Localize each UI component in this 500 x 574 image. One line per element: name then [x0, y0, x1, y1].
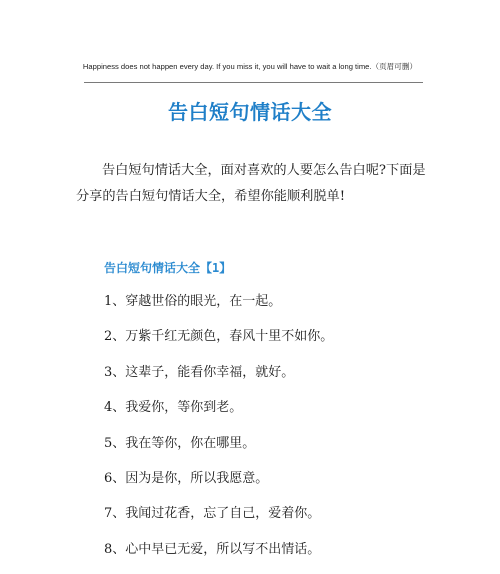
list-item: 8、心中早已无爱，所以写不出情话。: [104, 541, 321, 557]
list-item: 6、因为是你，所以我愿意。: [104, 470, 269, 486]
page-header: Happiness does not happen every day. If you miss it, you will have to wait a long time.（页眉可删）: [82, 62, 418, 71]
list-item: 2、万紫千红无颜色，春风十里不如你。: [104, 329, 334, 345]
list-item: 3、这辈子，能看你幸福，就好。: [104, 364, 295, 380]
document-title: 告白短句情话大全: [168, 100, 332, 124]
section-heading: 告白短句情话大全【1】: [104, 261, 232, 275]
intro-text: 告白短句情话大全，面对喜欢的人要怎么告白呢?下面是分享的告白短句情话大全，希望你能顺利脱单!: [76, 163, 426, 204]
header-divider: [84, 82, 423, 83]
phrase-list: [104, 291, 333, 574]
intro-paragraph: [76, 158, 426, 210]
list-item: 7、我闻过花香，忘了自己，爱着你。: [104, 506, 321, 522]
list-item: 1、穿越世俗的眼光，在一起。: [104, 294, 282, 309]
list-item: 4、我爱你，等你到老。: [104, 400, 243, 416]
list-item: 5、我在等你，你在哪里。: [104, 435, 256, 451]
